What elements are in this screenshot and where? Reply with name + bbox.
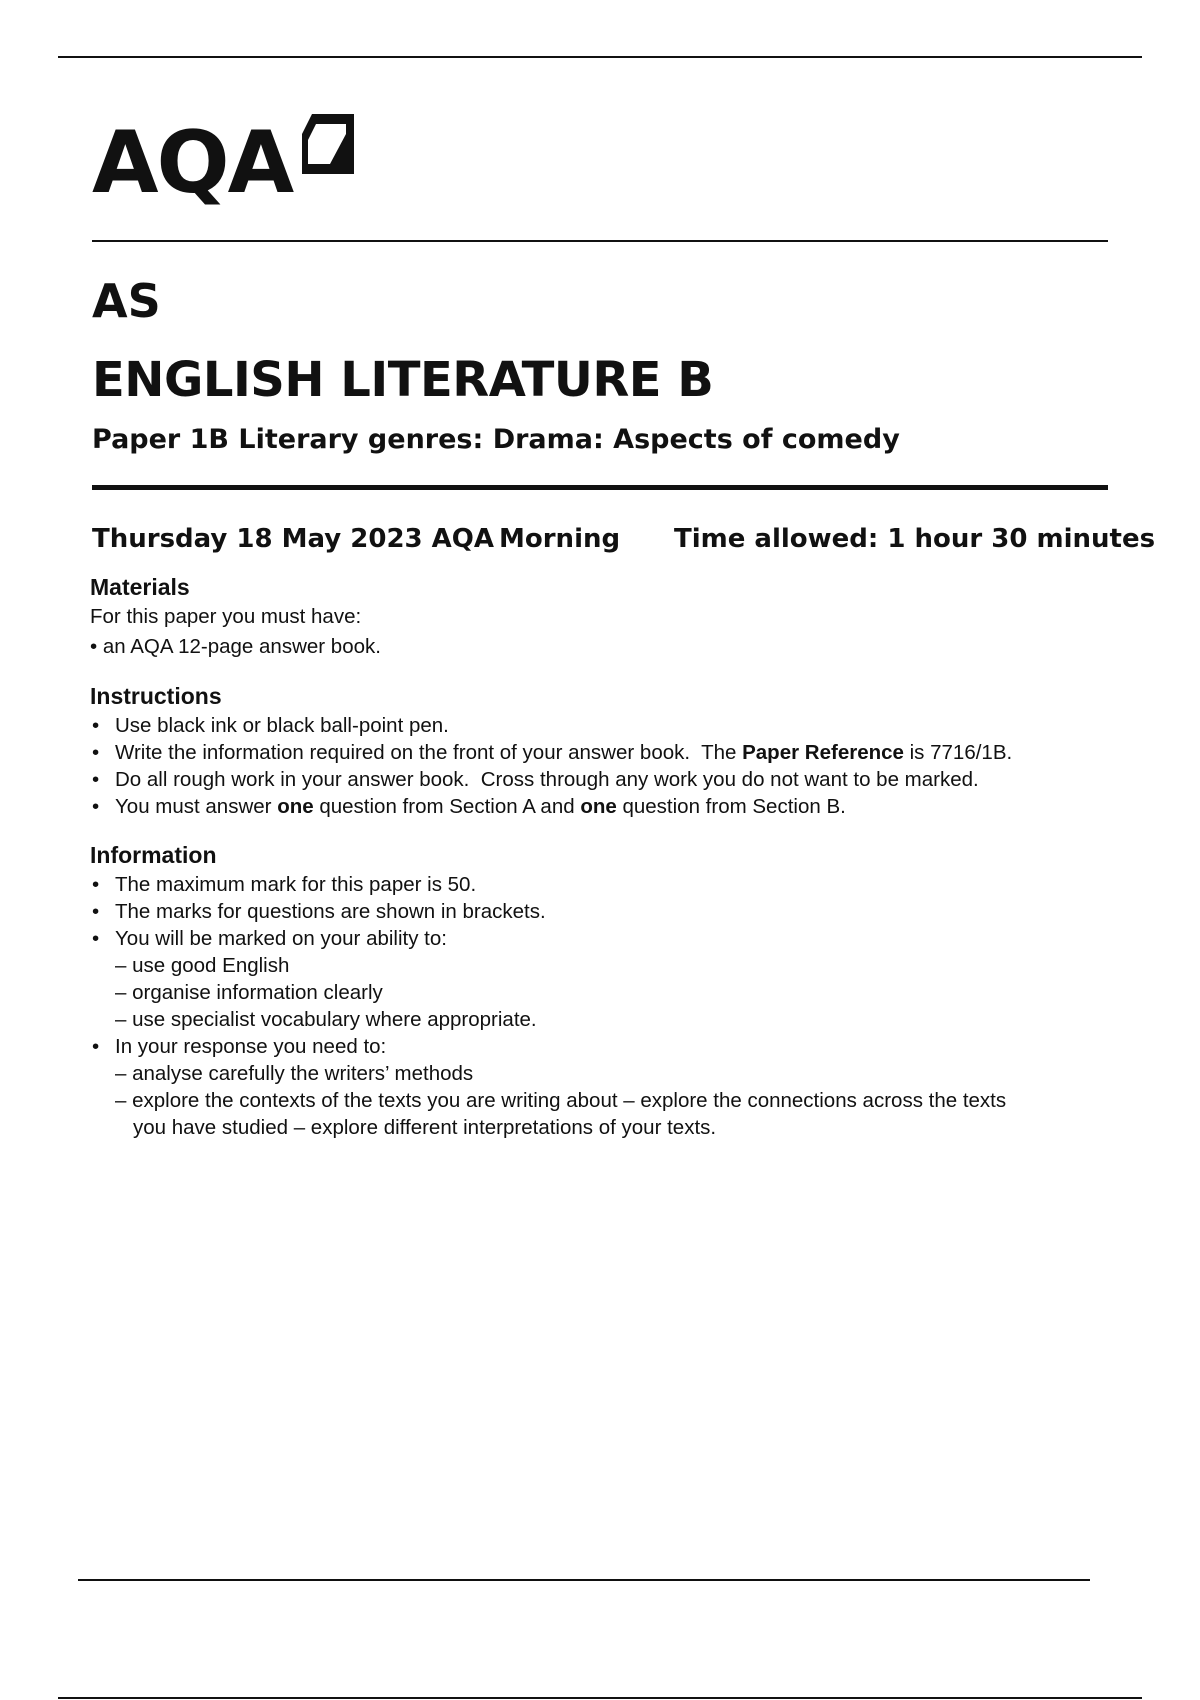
instruction-item: • You must answer one question from Section A and one question from Section B. bbox=[92, 795, 846, 818]
exam-date: Thursday 18 May 2023 AQA bbox=[92, 524, 495, 554]
information-subitem-continued: you have studied – explore different interpretations of your texts. bbox=[133, 1116, 717, 1139]
bullet: • bbox=[92, 927, 100, 950]
aqa-logo bbox=[92, 112, 362, 212]
information-subitem: – explore the contexts of the texts you are writing about – explore the connections across the texts bbox=[115, 1089, 1007, 1112]
information-subitem: – use good English bbox=[115, 954, 290, 977]
time-allowed: Time allowed: 1 hour 30 minutes bbox=[674, 524, 1156, 554]
title-rule bbox=[92, 485, 1108, 490]
bullet: • bbox=[92, 900, 100, 923]
qualification-title: AS bbox=[92, 274, 161, 328]
information-item: • The maximum mark for this paper is 50. bbox=[92, 873, 477, 896]
information-subitem: – analyse carefully the writers’ methods bbox=[115, 1062, 474, 1085]
top-border-rule bbox=[58, 56, 1142, 58]
exam-session: Morning bbox=[499, 524, 621, 554]
materials-item: • an AQA 12-page answer book. bbox=[90, 635, 381, 658]
materials-heading: Materials bbox=[90, 574, 190, 600]
instruction-item: • Do all rough work in your answer book. Cross through any work you do not want to be marked. bbox=[92, 768, 979, 791]
instructions-section bbox=[90, 682, 1120, 820]
information-item: • The marks for questions are shown in brackets. bbox=[92, 900, 546, 923]
information-item: • In your response you need to: bbox=[92, 1035, 387, 1058]
logo-text: AQA bbox=[92, 113, 293, 213]
bullet: • bbox=[92, 795, 100, 818]
materials-intro: For this paper you must have: bbox=[90, 605, 362, 628]
footer-rule bbox=[78, 1579, 1090, 1581]
header-rule bbox=[92, 240, 1108, 242]
materials-section bbox=[90, 573, 1120, 660]
information-subitem: – use specialist vocabulary where appropriate. bbox=[115, 1008, 537, 1031]
bottom-border-rule bbox=[58, 1697, 1142, 1699]
bullet: • bbox=[92, 714, 100, 737]
bullet: • bbox=[92, 768, 100, 791]
instruction-item: • Write the information required on the front of your answer book. The Paper Reference is 7716/1B. bbox=[92, 741, 1013, 764]
information-heading: Information bbox=[90, 842, 217, 868]
information-subitem: – organise information clearly bbox=[115, 981, 383, 1004]
information-section bbox=[90, 841, 1120, 1141]
paper-title: Paper 1B Literary genres: Drama: Aspects of comedy bbox=[92, 424, 900, 455]
information-item: • You will be marked on your ability to: bbox=[92, 927, 447, 950]
instructions-heading: Instructions bbox=[90, 683, 222, 709]
bullet: • bbox=[92, 741, 100, 764]
bullet: • bbox=[92, 873, 100, 896]
subject-title: ENGLISH LITERATURE B bbox=[92, 352, 714, 408]
bullet: • bbox=[92, 1035, 100, 1058]
aqa-logo-mark-icon bbox=[302, 114, 354, 174]
instruction-item: • Use black ink or black ball-point pen. bbox=[92, 714, 449, 737]
